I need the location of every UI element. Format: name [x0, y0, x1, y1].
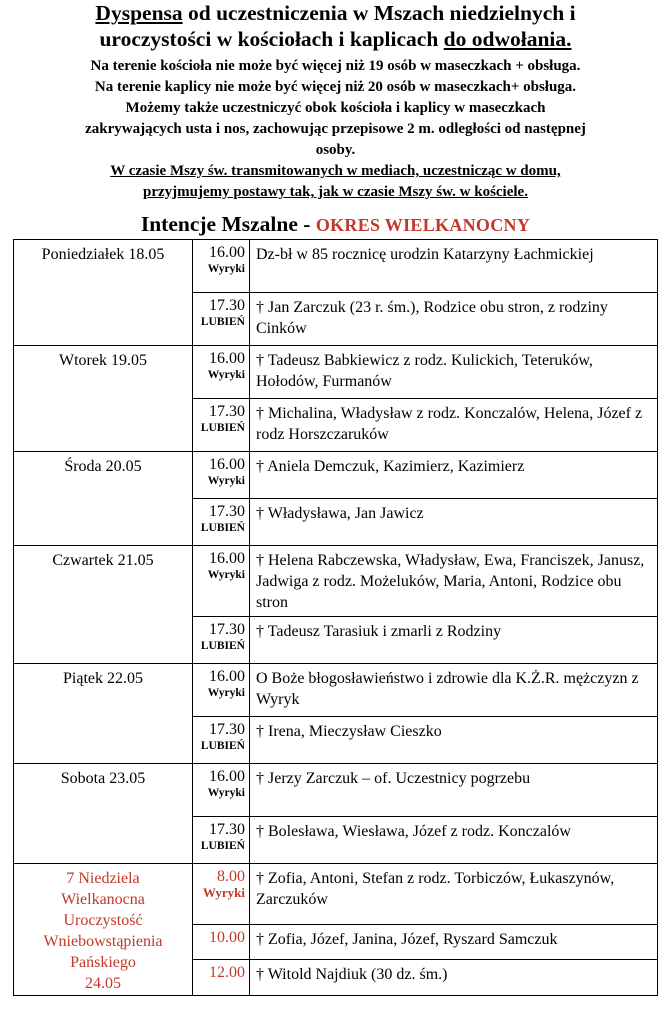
intention-cell: O Boże błogosławieństwo i zdrowie dla K.Ż.R. mężczyzn z Wyryk [250, 664, 658, 717]
mass-time: 10.00 [209, 928, 245, 946]
intention-cell: † Bolesława, Wiesława, Józef z rodz. Konczalów [250, 817, 658, 864]
table-row [14, 664, 658, 717]
sunday-day-line: 7 Niedziela [66, 870, 140, 887]
time-cell [193, 499, 250, 546]
mass-place: LUBIEŃ [200, 840, 245, 852]
day-cell: Środa 20.05 [14, 452, 193, 546]
time-cell [193, 764, 250, 817]
intention-cell: † Zofia, Józef, Janina, Józef, Ryszard Samczuk [250, 924, 658, 960]
table-row [14, 240, 658, 293]
dispensation-title-cont: uroczystości w kościołach i kaplicach do odwołania. [99, 27, 572, 51]
time-cell [193, 293, 250, 346]
mass-time: 8.00 [217, 868, 245, 885]
intention-cell: † Władysława, Jan Jawicz [250, 499, 658, 546]
intention-cell: † Tadeusz Tarasiuk i zmarli z Rodziny [250, 617, 658, 664]
mass-time: 16.00 [209, 244, 245, 261]
mass-time: 16.00 [209, 456, 245, 473]
sunday-day-line: Pańskiego [70, 954, 136, 971]
mass-time: 16.00 [209, 350, 245, 367]
table-row [14, 452, 658, 499]
mass-place: LUBIEŃ [200, 316, 245, 328]
mass-time: 17.30 [209, 503, 245, 520]
mass-place: Wyryki [207, 569, 245, 581]
mass-time: 17.30 [209, 297, 245, 314]
period-label: OKRES WIELKANOCNY [315, 215, 531, 235]
notice-line: Na terenie kościoła nie może być więcej niż 19 osób w maseczkach + obsługa. [90, 58, 581, 74]
time-cell [193, 817, 250, 864]
table-row [14, 764, 658, 817]
mass-time: 16.00 [209, 668, 245, 685]
time-cell [193, 960, 250, 996]
time-cell [193, 717, 250, 764]
mass-place: LUBIEŃ [200, 740, 245, 752]
time-cell [193, 546, 250, 617]
mass-place: Wyryki [207, 687, 245, 699]
time-cell [193, 399, 250, 452]
sunday-day-cell [14, 864, 193, 996]
day-cell: Piątek 22.05 [14, 664, 193, 764]
mass-place: Wyryki [207, 787, 245, 799]
dispensation-title: Dyspensa od uczestniczenia w Mszach niedzielnych i [95, 1, 576, 25]
intention-cell: † Jan Zarczuk (23 r. śm.), Rodzice obu stron, z rodziny Cinków [250, 293, 658, 346]
notice-line: osoby. [315, 142, 356, 158]
mass-place: LUBIEŃ [200, 522, 245, 534]
notice-line: przyjmujemy postawy tak, jak w czasie Mszy św. w kościele. [143, 184, 528, 200]
mass-place: LUBIEŃ [200, 640, 245, 652]
mass-time: 16.00 [209, 768, 245, 785]
sunday-day-line: Uroczystość [63, 912, 143, 929]
day-cell: Poniedziałek 18.05 [14, 240, 193, 346]
intentions-title: Intencje Mszalne - OKRES WIELKANOCNY [140, 212, 531, 236]
schedule-body [14, 240, 658, 996]
day-cell: Wtorek 19.05 [14, 346, 193, 452]
notice-line: Możemy także uczestniczyć obok kościoła i kaplicy w maseczkach [125, 100, 546, 116]
day-cell: Sobota 23.05 [14, 764, 193, 864]
intention-cell: † Tadeusz Babkiewicz z rodz. Kulickich, Teteruków, Hołodów, Furmanów [250, 346, 658, 399]
announcement-header [0, 0, 671, 203]
mass-place: LUBIEŃ [200, 422, 245, 434]
time-cell [193, 864, 250, 925]
table-row [14, 546, 658, 617]
mass-schedule-table [13, 239, 658, 996]
intention-cell: † Helena Rabczewska, Władysław, Ewa, Franciszek, Janusz, Jadwiga z rodz. Możeluków, Maria, Antoni, Rodzice obu stron [250, 546, 658, 617]
mass-time: 17.30 [209, 403, 245, 420]
sunday-day-line: Wniebowstąpienia [43, 933, 163, 950]
sunday-day-line: Wielkanocna [61, 891, 145, 908]
intention-cell: † Aniela Demczuk, Kazimierz, Kazimierz [250, 452, 658, 499]
mass-time: 17.30 [209, 721, 245, 738]
mass-time: 12.00 [209, 964, 245, 982]
mass-place: Wyryki [207, 369, 245, 381]
mass-place: Wyryki [207, 475, 245, 487]
mass-time: 16.00 [209, 550, 245, 567]
time-cell [193, 346, 250, 399]
time-cell [193, 617, 250, 664]
intention-cell: † Zofia, Antoni, Stefan z rodz. Torbiczów, Łukaszynów, Zarczuków [250, 864, 658, 925]
mass-time: 17.30 [209, 621, 245, 638]
notice-line: zakrywających usta i nos, zachowując przepisowe 2 m. odległości od następnej [85, 121, 586, 137]
intention-cell: Dz-bł w 85 rocznicę urodzin Katarzyny Łachmickiej [250, 240, 658, 293]
intention-cell: † Irena, Mieczysław Cieszko [250, 717, 658, 764]
intention-cell: † Michalina, Władysław z rodz. Konczalów, Helena, Józef z rodz Horszczaruków [250, 399, 658, 452]
time-cell [193, 452, 250, 499]
mass-place: Wyryki [202, 885, 245, 900]
time-cell [193, 240, 250, 293]
notice-line: W czasie Mszy św. transmitowanych w mediach, uczestnicząc w domu, [110, 163, 561, 179]
table-row [14, 346, 658, 399]
intention-cell: † Witold Najdiuk (30 dz. śm.) [250, 960, 658, 996]
sunday-day-line: 24.05 [85, 975, 121, 992]
mass-place: Wyryki [207, 263, 245, 275]
time-cell [193, 924, 250, 960]
table-row [14, 864, 658, 925]
mass-time: 17.30 [209, 821, 245, 838]
day-cell: Czwartek 21.05 [14, 546, 193, 664]
notice-line: Na terenie kaplicy nie może być więcej niż 20 osób w maseczkach+ obsługa. [94, 79, 577, 95]
intention-cell: † Jerzy Zarczuk – of. Uczestnicy pogrzebu [250, 764, 658, 817]
time-cell [193, 664, 250, 717]
